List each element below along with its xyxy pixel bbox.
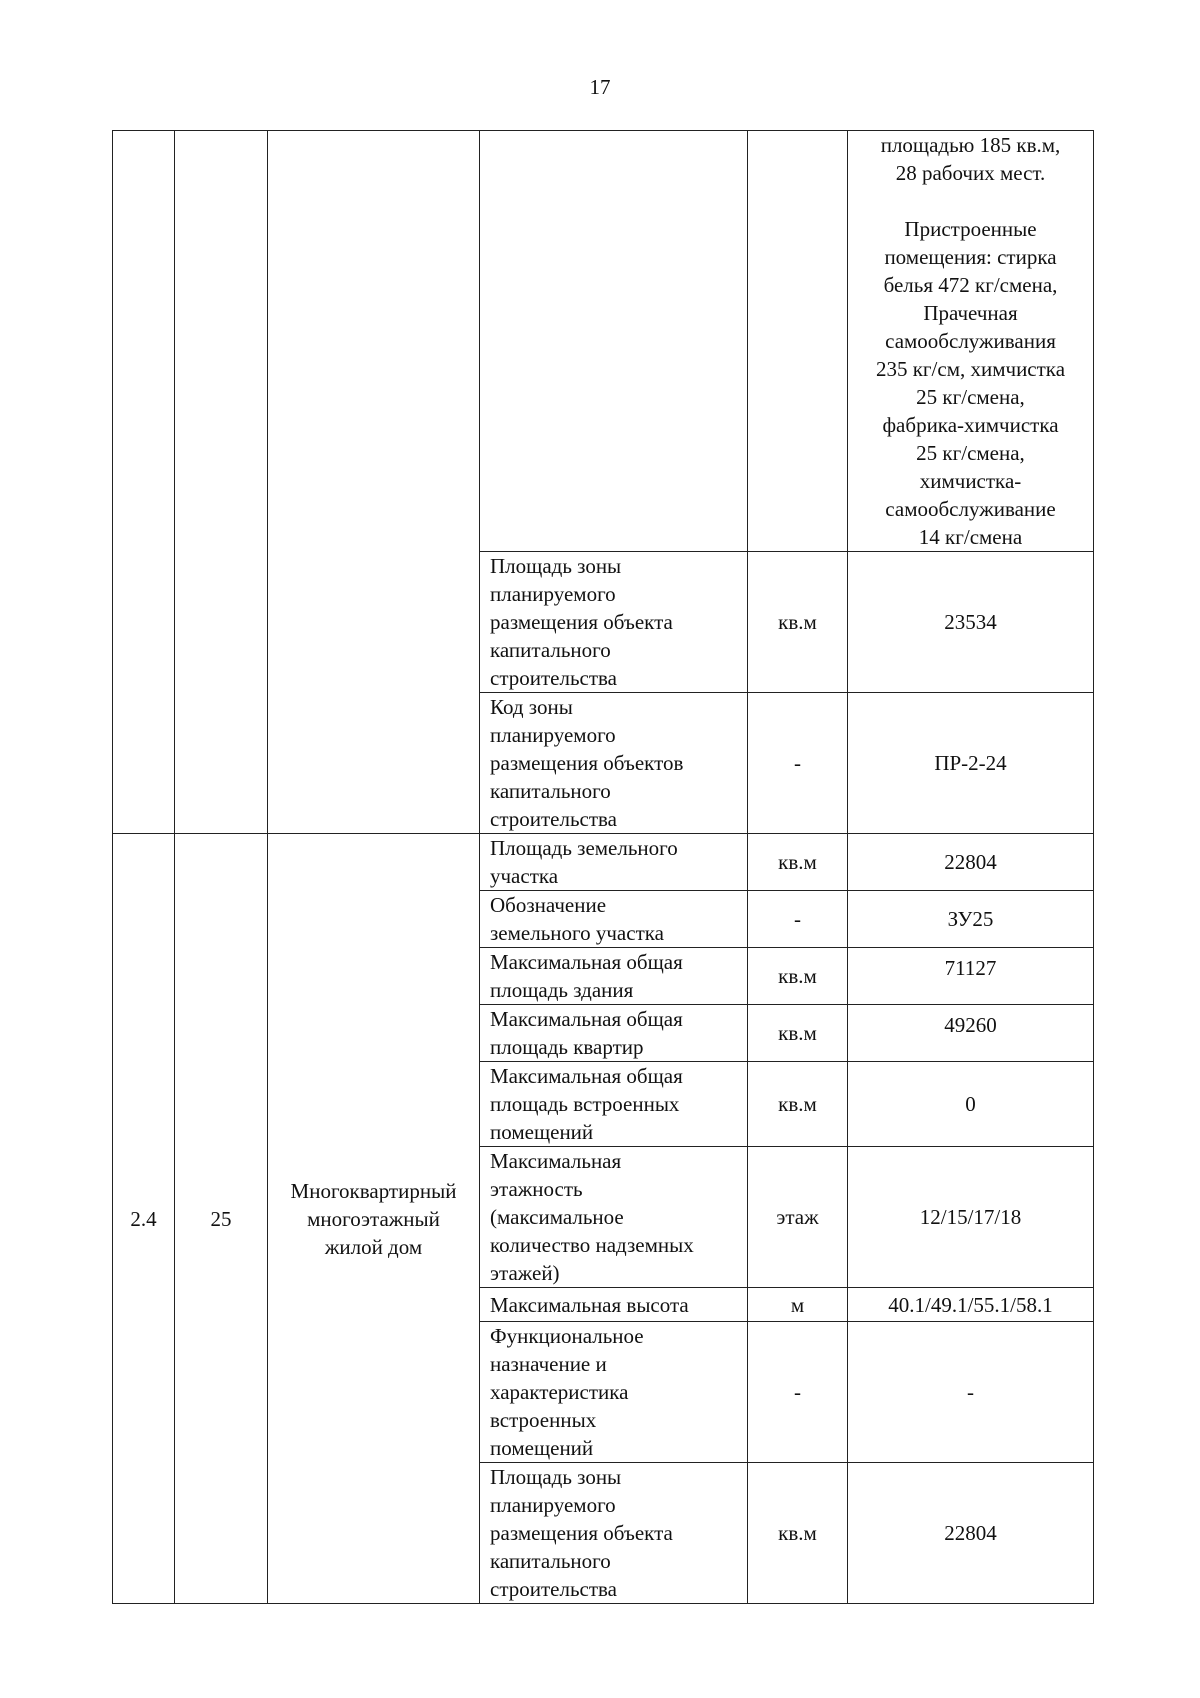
value-cell: 23534 — [848, 552, 1094, 693]
parameter-cell: Максимальная общая площадь встроенных помещений — [480, 1062, 748, 1147]
value-cell: 49260 — [848, 1005, 1094, 1062]
parameter-cell: Функциональное назначение и характеристика встроенных помещений — [480, 1322, 748, 1463]
unit-cell: кв.м — [748, 1062, 848, 1147]
unit-cell: этаж — [748, 1147, 848, 1288]
text-line: Прачечная — [923, 301, 1018, 325]
unit-cell: кв.м — [748, 948, 848, 1005]
text-line: 28 рабочих мест. — [895, 161, 1046, 185]
continuation-row — [113, 131, 1094, 552]
unit-cell: - — [748, 1322, 848, 1463]
text-line: фабрика-химчистка — [882, 413, 1059, 437]
unit-cell: кв.м — [748, 1463, 848, 1604]
page-number: 17 — [589, 75, 611, 99]
value-cell: 40.1/49.1/55.1/58.1 — [848, 1288, 1094, 1322]
plot-number-cell — [175, 131, 268, 834]
text-line: 25 кг/смена, — [916, 441, 1025, 465]
value-cell: 22804 — [848, 834, 1094, 891]
unit-cell: кв.м — [748, 552, 848, 693]
text-line: самообслуживания — [885, 329, 1056, 353]
parameter-cell: Площадь земельного участка — [480, 834, 748, 891]
parameter-cell: Площадь зоны планируемого размещения объекта капитального строительства — [480, 1463, 748, 1604]
parameter-cell: Площадь зоны планируемого размещения объекта капитального строительства — [480, 552, 748, 693]
value-cell: 0 — [848, 1062, 1094, 1147]
parameter-cell: Обозначение земельного участка — [480, 891, 748, 948]
unit-cell — [748, 131, 848, 552]
parameters-table — [112, 130, 1094, 1604]
unit-cell: кв.м — [748, 834, 848, 891]
text-line: 25 кг/смена, — [916, 385, 1025, 409]
value-cell: - — [848, 1322, 1094, 1463]
text-line: Пристроенные — [904, 217, 1037, 241]
text-line: площадью 185 кв.м, — [880, 133, 1061, 157]
parameter-cell: Максимальная этажность (максимальное количество надземных этажей) — [480, 1147, 748, 1288]
value-cell: ЗУ25 — [848, 891, 1094, 948]
value-cell: 12/15/17/18 — [848, 1147, 1094, 1288]
parameter-cell — [480, 131, 748, 552]
unit-cell: кв.м — [748, 1005, 848, 1062]
text-line: самообслуживание — [885, 497, 1056, 521]
unit-cell: - — [748, 693, 848, 834]
text-line: 14 кг/смена — [918, 525, 1023, 549]
parameter-cell: Максимальная общая площадь здания — [480, 948, 748, 1005]
parameter-cell: Максимальная высота — [480, 1288, 748, 1322]
parameter-cell: Максимальная общая площадь квартир — [480, 1005, 748, 1062]
table-row — [113, 834, 1094, 891]
text-line: химчистка- — [919, 469, 1022, 493]
value-cell — [848, 131, 1094, 552]
value-cell: 71127 — [848, 948, 1094, 1005]
parameter-cell: Код зоны планируемого размещения объектов капитального строительства — [480, 693, 748, 834]
text-line: 235 кг/см, химчистка — [875, 357, 1066, 381]
section-number-cell — [113, 131, 175, 834]
value-cell: ПР-2-24 — [848, 693, 1094, 834]
text-line: белья 472 кг/смена, — [883, 273, 1058, 297]
plot-number: 25 — [175, 834, 268, 1604]
unit-cell: - — [748, 891, 848, 948]
object-name-cell — [268, 131, 480, 834]
section-number: 2.4 — [113, 834, 175, 1604]
text-line: помещения: стирка — [884, 245, 1057, 269]
value-cell: 22804 — [848, 1463, 1094, 1604]
object-name: Многоквартирный многоэтажный жилой дом — [268, 834, 480, 1604]
unit-cell: м — [748, 1288, 848, 1322]
